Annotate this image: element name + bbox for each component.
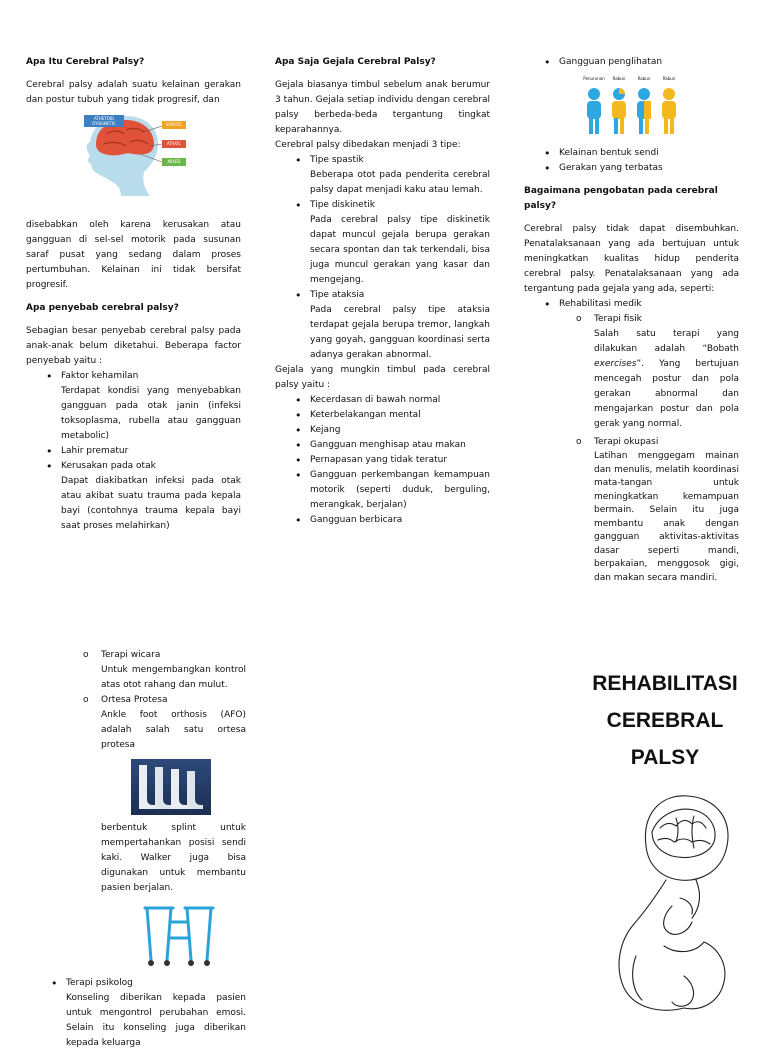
heading-treatment: Bagaimana pengobatan pada cerebral palsy? <box>524 186 718 211</box>
afo-photo <box>131 759 211 815</box>
list-item-desc: Konseling diberikan kepada pasien untuk mengontrol perubahan emosi. Selain itu konseling juga diberikan kepada keluarga <box>66 993 246 1048</box>
list-item-desc: Pada cerebral palsy tipe diskinetik dapat muncul gejala berupa gerakan secara spontan dan tak terkendali, bisa juga muncul gerakan yang kasar dan mengejang. <box>310 215 490 285</box>
list-item: • Gangguan berbicara <box>275 513 490 528</box>
paragraph-types: Cerebral palsy dibedakan menjadi 3 tipe: <box>275 140 461 150</box>
column-2 <box>275 55 490 528</box>
list-item: • Gangguan penglihatan <box>524 55 739 70</box>
page2-column-1 <box>31 648 246 1051</box>
list-item: • Rehabilitasi medik <box>524 297 739 312</box>
list-item: • Terapi psikolog <box>31 976 246 991</box>
baby-line-illustration <box>576 786 766 1018</box>
symptom-list-cont-2 <box>524 146 739 176</box>
brain-label-athetoid: ATHETOID DYSKINETIC <box>84 115 124 127</box>
paragraph-afo: berbentuk splint untuk mempertahankan posisi sendi kaki. Walker juga bisa digunakan untuk membantu pasien berjalan. <box>101 823 246 893</box>
vision-label-4: Rabun <box>662 76 676 81</box>
column-1 <box>26 55 241 534</box>
list-item-desc: Untuk mengembangkan kontrol atas otot rahang dan mulut. <box>101 665 246 690</box>
paragraph-causes: Sebagian besar penyebab cerebral palsy pada anak-anak belum diketahui. Beberapa factor penyebab yaitu : <box>26 326 241 366</box>
heading-what-is-cp: Apa Itu Cerebral Palsy? <box>26 57 145 67</box>
list-item: • Tipe spastik <box>275 153 490 168</box>
therapy-text: ”. Yang bertujuan mencegah postur dan pola gerakan abnormal dan mengajarkan postur dan pola gerak yang normal. <box>594 359 739 429</box>
cause-list <box>26 369 241 534</box>
brain-label-spastic: SPASTIC <box>162 121 186 129</box>
list-item: • Kecerdasan di bawah normal <box>275 393 490 408</box>
list-item: • Gerakan yang terbatas <box>524 161 739 176</box>
list-item-desc: Beberapa otot pada penderita cerebral palsy dapat menjadi kaku atau lemah. <box>310 170 490 195</box>
list-item: • Kejang <box>275 423 490 438</box>
list-item: • Lahir prematur <box>26 444 241 459</box>
list-item: • Faktor kehamilan <box>26 369 241 384</box>
paragraph-definition-1: Cerebral palsy adalah suatu kelainan gerakan dan postur tubuh yang tidak progresif, dan <box>26 80 241 105</box>
therapy-text-em: exercises <box>594 359 637 369</box>
list-item: • Gangguan menghisap atau makan <box>275 438 490 453</box>
list-item: • Pernapasan yang tidak teratur <box>275 453 490 468</box>
heading-causes: Apa penyebab cerebral palsy? <box>26 303 179 313</box>
symptom-list <box>275 393 490 528</box>
list-item: o Ortesa Protesa <box>31 693 246 708</box>
list-item: o Terapi okupasi <box>524 435 739 450</box>
paragraph-possible-symptoms: Gejala yang mungkin timbul pada cerebral palsy yaitu : <box>275 365 490 390</box>
brain-label-ataxic: ATAXIC <box>162 140 186 148</box>
list-item-desc: Terdapat kondisi yang menyebabkan gangguan pada otak janin (infeksi toksoplasma, rubella atau gangguan metabolic) <box>61 386 241 441</box>
list-item-desc: Dapat diakibatkan infeksi pada otak atau akibat suatu trauma pada kepala bayi (contohnya trauma kepala bayi saat proses melahirkan) <box>61 476 241 531</box>
therapy-list-3 <box>31 976 246 1051</box>
symptom-list-cont <box>524 55 739 70</box>
list-item-desc: Ankle foot orthosis (AFO) adalah salah satu ortesa protesa <box>101 710 246 750</box>
paragraph-symptoms: Gejala biasanya timbul sebelum anak berumur 3 tahun. Gejala setiap individu dengan cerebral palsy berbeda-beda tergantung tingkat keparahannya. <box>275 80 490 135</box>
list-item: • Kelainan bentuk sendi <box>524 146 739 161</box>
list-item-desc <box>524 327 739 432</box>
cover-title-line-2: CEREBRAL <box>606 709 724 732</box>
list-item: • Tipe ataksia <box>275 288 490 303</box>
list-item-desc: Pada cerebral palsy tipe ataksia terdapat gejala berupa tremor, langkah yang goyah, gangguan koordinasi serta adanya gerakan abnormal. <box>310 305 490 360</box>
list-item: • Tipe diskinetik <box>275 198 490 213</box>
list-item: • Keterbelakangan mental <box>275 408 490 423</box>
paragraph-treatment: Cerebral palsy tidak dapat disembuhkan. Penatalaksanaan yang ada bertujuan untuk meningkatkan kualitas hidup penderita cerebral palsy. Penatalaksanaan yang ada tergantung pada gejala yang ada, seperti: <box>524 224 739 294</box>
column-3 <box>524 55 739 585</box>
type-list <box>275 153 490 363</box>
cover-title-line-3: PALSY <box>630 746 700 769</box>
brain-illustration <box>26 114 241 196</box>
treatment-list <box>524 297 739 585</box>
list-item: o Terapi fisik <box>524 312 739 327</box>
vision-label-1: Penurunan <box>583 76 605 81</box>
list-item: • Gangguan perkembangan kemampuan motorik (seperti duduk, berguling, merangkak, berjalan) <box>275 468 490 513</box>
vision-label-3: Rabun <box>637 76 651 81</box>
brain-label-mixed: MIXED <box>162 158 186 166</box>
list-item: • Kerusakan pada otak <box>26 459 241 474</box>
paragraph-definition-2: disebabkan oleh karena kerusakan atau gangguan di sel-sel motorik pada susunan saraf pusat yang sedang dalam proses pertumbuhan. Kelainan ini tidak bersifat progresif. <box>26 220 241 290</box>
vision-illustration <box>524 74 739 140</box>
list-item: o Terapi wicara <box>31 648 246 663</box>
therapy-list-2 <box>31 648 246 753</box>
cover-title <box>560 665 770 776</box>
walker-illustration <box>139 902 219 968</box>
list-item-desc: Latihan menggegam mainan dan menulis, melatih koordinasi mata-tangan untuk meningkatkan kemampuan bermain. Selain itu juga membantu anak dengan gangguan aktivitas-aktivitas dasar seperti mandi, berpakaian, menggosok gigi, dan makan secara mandiri. <box>594 451 739 583</box>
vision-label-2: Rabun <box>612 76 626 81</box>
cover-title-line-1: REHABILITASI <box>592 672 738 695</box>
therapy-text: Salah satu terapi yang dilakukan adalah “Bobath <box>594 329 739 354</box>
heading-symptoms: Apa Saja Gejala Cerebral Palsy? <box>275 57 436 67</box>
